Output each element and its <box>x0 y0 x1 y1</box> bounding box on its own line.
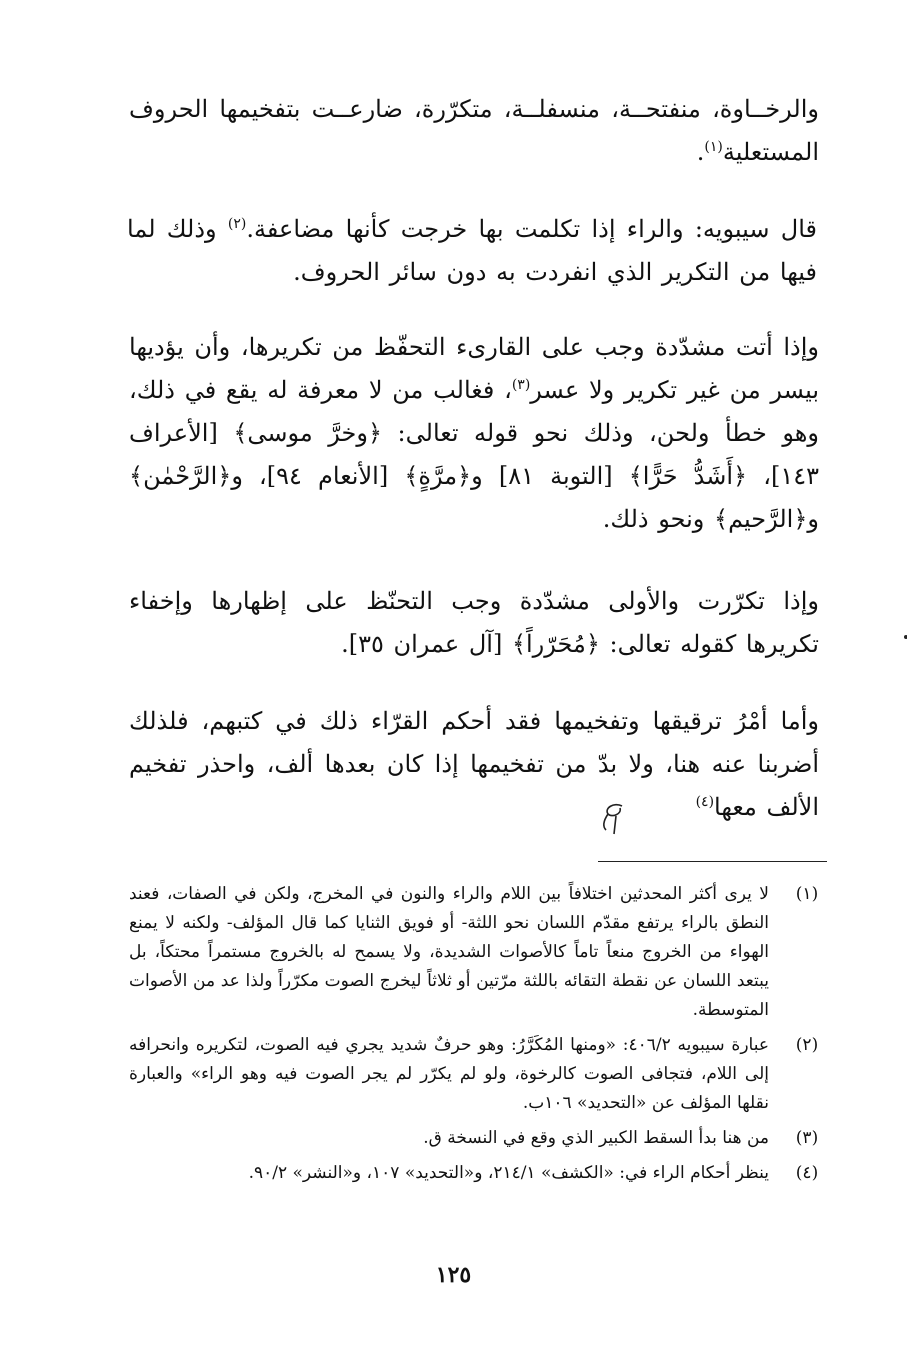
paragraph-1-tail: . <box>696 138 705 166</box>
paragraph-5 <box>129 700 819 829</box>
paragraph-3 <box>129 326 819 541</box>
footnote-ref-4[interactable]: (٤) <box>695 794 715 810</box>
footnote-4 <box>129 1159 827 1188</box>
footnote-number: (٤) <box>795 1163 819 1183</box>
footnote-ref-2[interactable]: (٢) <box>227 216 247 232</box>
footnote-number: (٢) <box>795 1035 819 1055</box>
paragraph-5-text: وأما أمْرُ ترقيقها وتفخيمها فقد أحكم القرّاء ذلك في كتبهم، فلذلك أضربنا عنه هنا، ولا بدّ من تفخيمها إذا كان بعدها ألف، واحذر تفخيم الألف معها <box>129 707 819 821</box>
paragraph-4 <box>129 580 819 666</box>
footnote-ref-1[interactable]: (١) <box>704 139 723 155</box>
paragraph-2-tail: وذلك لما فيها من التكرير الذي انفردت به دون سائر الحروف. <box>127 215 817 286</box>
footnote-2 <box>129 1031 827 1118</box>
footnote-number: (١) <box>795 884 819 904</box>
footnote-text: من هنا بدأ السقط الكبير الذي وقع في النسخة ق. <box>423 1128 769 1148</box>
handwritten-mark-icon <box>592 800 632 836</box>
footnote-text: عبارة سيبويه ٤٠٦/٢: «ومنها المُكَرَّرُ: وهو حرفٌ شديد يجري فيه الصوت، لتكريره وانحرافه إلى اللام، فتجافى الصوت كالرخوة، ولو لم يكرّر لم يجر الصوت فيه وهو الراء» والعبارة نقلها المؤلف عن «التحديد» ١٠٦ب. <box>129 1035 769 1113</box>
page-number: ١٢٥ <box>435 1262 472 1288</box>
paragraph-2-text: قال سيبويه: والراء إذا تكلمت بها خرجت كأنها مضاعفة. <box>246 215 817 243</box>
footnote-1 <box>129 880 827 1025</box>
footnote-number: (٣) <box>795 1128 819 1148</box>
paragraph-4-text: وإذا تكرّرت والأولى مشدّدة وجب التحنّظ على إظهارها وإخفاء تكريرها كقوله تعالى: ﴿مُحَرّراً﴾ [آل عمران ٣٥]. <box>129 587 819 658</box>
footnotes <box>129 880 827 1194</box>
footnote-text: لا يرى أكثر المحدثين اختلافاً بين اللام والراء والنون في المخرج، ولكن في الصفات، فعند النطق بالراء يرتفع مقدّم اللسان نحو اللثة- أو فويق الثنايا كما قال المؤلف- ولكنه لا يمنع الهواء من الخروج منعاً تاماً كالأصوات الشديدة، ولا يسمح له بالخروج مستمراً محتكاً، بل يبتعد اللسان عن نقطة التقائه باللثة مرّتين أو ثلاثاً ليخرج الصوت مكرّراً ولذا عد من الأصوات المتوسطة. <box>129 884 769 1020</box>
paragraph-3-tail: ، فغالب من لا معرفة له يقع في ذلك، وهو خطأ ولحن، وذلك نحو قوله تعالى: ﴿وخرَّ موسى﴾ [الأعراف ١٤٣]، ﴿أَشَدُّ حَرًّا﴾ [التوبة ٨١] و﴿مرَّةٍ﴾ [الأنعام ٩٤]، و﴿الرَّحْمٰن﴾ و﴿الرَّحيم﴾ ونحو ذلك. <box>129 376 819 533</box>
paragraph-1 <box>129 88 819 174</box>
footnote-ref-3[interactable]: (٣) <box>511 377 531 393</box>
footnote-separator <box>598 861 827 862</box>
paragraph-1-text: والرخــاوة، منفتحــة، منسفلــة، متكرّرة، ضارعــت بتفخيمها الحروف المستعلية <box>129 95 819 166</box>
paragraph-2 <box>127 208 817 294</box>
footnote-text: ينظر أحكام الراء في: «الكشف» ٢١٤/١، و«التحديد» ١٠٧، و«النشر» ٩٠/٢. <box>248 1163 769 1183</box>
footnote-3 <box>129 1124 827 1153</box>
paragraph-3-text: وإذا أتت مشدّدة وجب على القارىء التحفّظ من تكريرها، وأن يؤديها بيسر من غير تكرير ولا عسر <box>129 333 819 404</box>
